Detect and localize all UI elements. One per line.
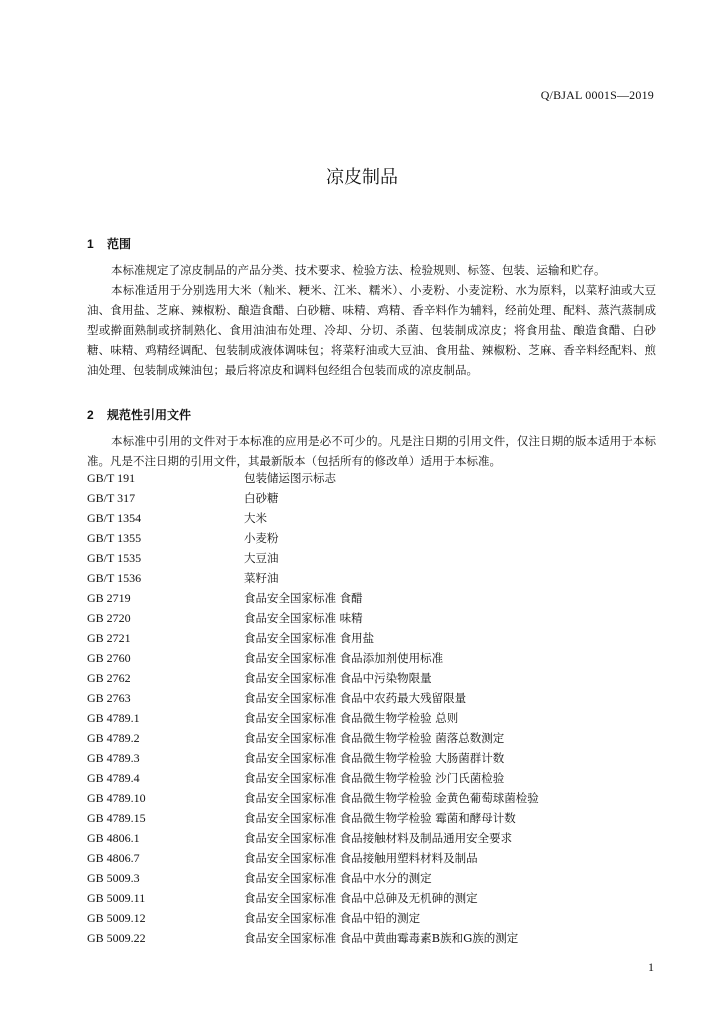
reference-row <box>87 868 657 888</box>
reference-code: GB/T 1354 <box>87 511 142 525</box>
section-number: 2 <box>87 408 94 422</box>
reference-row <box>87 928 657 948</box>
reference-title: 食品安全国家标准 食品中水分的测定 <box>244 871 432 885</box>
reference-title: 小麦粉 <box>244 531 279 545</box>
reference-title: 白砂糖 <box>244 491 279 505</box>
reference-title: 食品安全国家标准 食品中铅的测定 <box>244 911 421 925</box>
reference-title: 食品安全国家标准 食品中污染物限量 <box>244 671 432 685</box>
standard-code: Q/BJAL 0001S—2019 <box>540 88 654 102</box>
section-heading-scope <box>87 235 131 252</box>
reference-code: GB 2719 <box>87 591 131 605</box>
reference-row <box>87 628 657 648</box>
reference-title: 大豆油 <box>244 551 279 565</box>
reference-row <box>87 788 657 808</box>
reference-title: 大米 <box>244 511 267 525</box>
reference-code: GB 4789.15 <box>87 811 146 825</box>
reference-row <box>87 688 657 708</box>
reference-row <box>87 608 657 628</box>
reference-title: 食品安全国家标准 食品微生物学检验 总则 <box>244 711 459 725</box>
reference-code: GB 4789.2 <box>87 731 140 745</box>
reference-row <box>87 648 657 668</box>
reference-row <box>87 908 657 928</box>
scope-paragraph-2: 本标准适用于分别选用大米（籼米、粳米、江米、糯米）、小麦粉、小麦淀粉、水为原料，以菜籽油或大豆油、食用盐、芝麻、辣椒粉、酿造食醋、白砂糖、味精、鸡精、香辛料作为辅料，经前处理、配料、蒸汽蒸制成型或擀面熟制或挤制熟化、食用油油布处理、冷却、分切、杀菌、包装制成凉皮；将食用盐、酿造食醋、白砂糖、味精、鸡精经调配、包装制成液体调味包；将菜籽油或大豆油、食用盐、辣椒粉、芝麻、香辛料经配料、煎油处理、包装制成辣油包；最后将凉皮和调料包经组合包装而成的凉皮制品。 <box>87 283 656 377</box>
reference-title: 食品安全国家标准 食醋 <box>244 591 363 605</box>
reference-code: GB 5009.22 <box>87 931 146 945</box>
reference-code: GB 2762 <box>87 671 131 685</box>
reference-title: 食品安全国家标准 食品微生物学检验 沙门氏菌检验 <box>244 771 505 785</box>
reference-code: GB/T 317 <box>87 491 136 505</box>
reference-code: GB 4806.1 <box>87 831 140 845</box>
section-heading-normative-references <box>87 406 191 423</box>
reference-title: 食品安全国家标准 味精 <box>244 611 363 625</box>
reference-code: GB 4789.10 <box>87 791 146 805</box>
reference-title: 菜籽油 <box>244 571 279 585</box>
reference-code: GB 5009.3 <box>87 871 140 885</box>
reference-code: GB 2720 <box>87 611 131 625</box>
reference-title: 食品安全国家标准 食品添加剂使用标准 <box>244 651 444 665</box>
reference-title: 食品安全国家标准 食品中黄曲霉毒素B族和G族的测定 <box>244 931 519 945</box>
section-number: 1 <box>87 237 94 251</box>
reference-row <box>87 488 657 508</box>
reference-row <box>87 748 657 768</box>
section-title: 规范性引用文件 <box>107 408 192 422</box>
section-title: 范围 <box>107 237 132 251</box>
reference-title: 食品安全国家标准 食品接触用塑料材料及制品 <box>244 851 478 865</box>
reference-title: 食品安全国家标准 食品中总砷及无机砷的测定 <box>244 891 478 905</box>
reference-code: GB/T 1355 <box>87 531 142 545</box>
reference-row <box>87 708 657 728</box>
reference-row <box>87 528 657 548</box>
page-number: 1 <box>648 960 654 974</box>
reference-row <box>87 728 657 748</box>
reference-title: 食品安全国家标准 食品微生物学检验 大肠菌群计数 <box>244 751 505 765</box>
reference-code: GB/T 1536 <box>87 571 142 585</box>
reference-row <box>87 548 657 568</box>
reference-row <box>87 768 657 788</box>
reference-row <box>87 588 657 608</box>
reference-code: GB/T 191 <box>87 471 136 485</box>
references-intro-paragraph: 本标准中引用的文件对于本标准的应用是必不可少的。凡是注日期的引用文件，仅注日期的版本适用于本标准。凡是不注日期的引用文件，其最新版本（包括所有的修改单）适用于本标准。 <box>87 434 656 468</box>
reference-code: GB 4789.3 <box>87 751 140 765</box>
reference-row <box>87 808 657 828</box>
reference-code: GB 5009.12 <box>87 911 146 925</box>
reference-code: GB 2760 <box>87 651 131 665</box>
reference-row <box>87 668 657 688</box>
reference-row <box>87 848 657 868</box>
scope-paragraph-1: 本标准规定了凉皮制品的产品分类、技术要求、检验方法、检验规则、标签、包装、运输和贮存。 <box>111 263 606 277</box>
reference-row <box>87 468 657 488</box>
reference-code: GB 2763 <box>87 691 131 705</box>
reference-title: 食品安全国家标准 食用盐 <box>244 631 375 645</box>
reference-code: GB 4789.4 <box>87 771 140 785</box>
reference-row <box>87 828 657 848</box>
reference-title: 食品安全国家标准 食品接触材料及制品通用安全要求 <box>244 831 513 845</box>
reference-row <box>87 508 657 528</box>
reference-code: GB/T 1535 <box>87 551 142 565</box>
reference-code: GB 2721 <box>87 631 131 645</box>
reference-title: 食品安全国家标准 食品中农药最大残留限量 <box>244 691 467 705</box>
reference-title: 食品安全国家标准 食品微生物学检验 金黄色葡萄球菌检验 <box>244 791 539 805</box>
reference-title: 食品安全国家标准 食品微生物学检验 霉菌和酵母计数 <box>244 811 516 825</box>
reference-code: GB 5009.11 <box>87 891 146 905</box>
reference-title: 包装储运图示标志 <box>244 471 336 485</box>
reference-list <box>87 468 657 948</box>
reference-code: GB 4806.7 <box>87 851 140 865</box>
reference-row <box>87 568 657 588</box>
reference-row <box>87 888 657 908</box>
reference-code: GB 4789.1 <box>87 711 140 725</box>
reference-title: 食品安全国家标准 食品微生物学检验 菌落总数测定 <box>244 731 505 745</box>
document-title: 凉皮制品 <box>326 167 398 188</box>
